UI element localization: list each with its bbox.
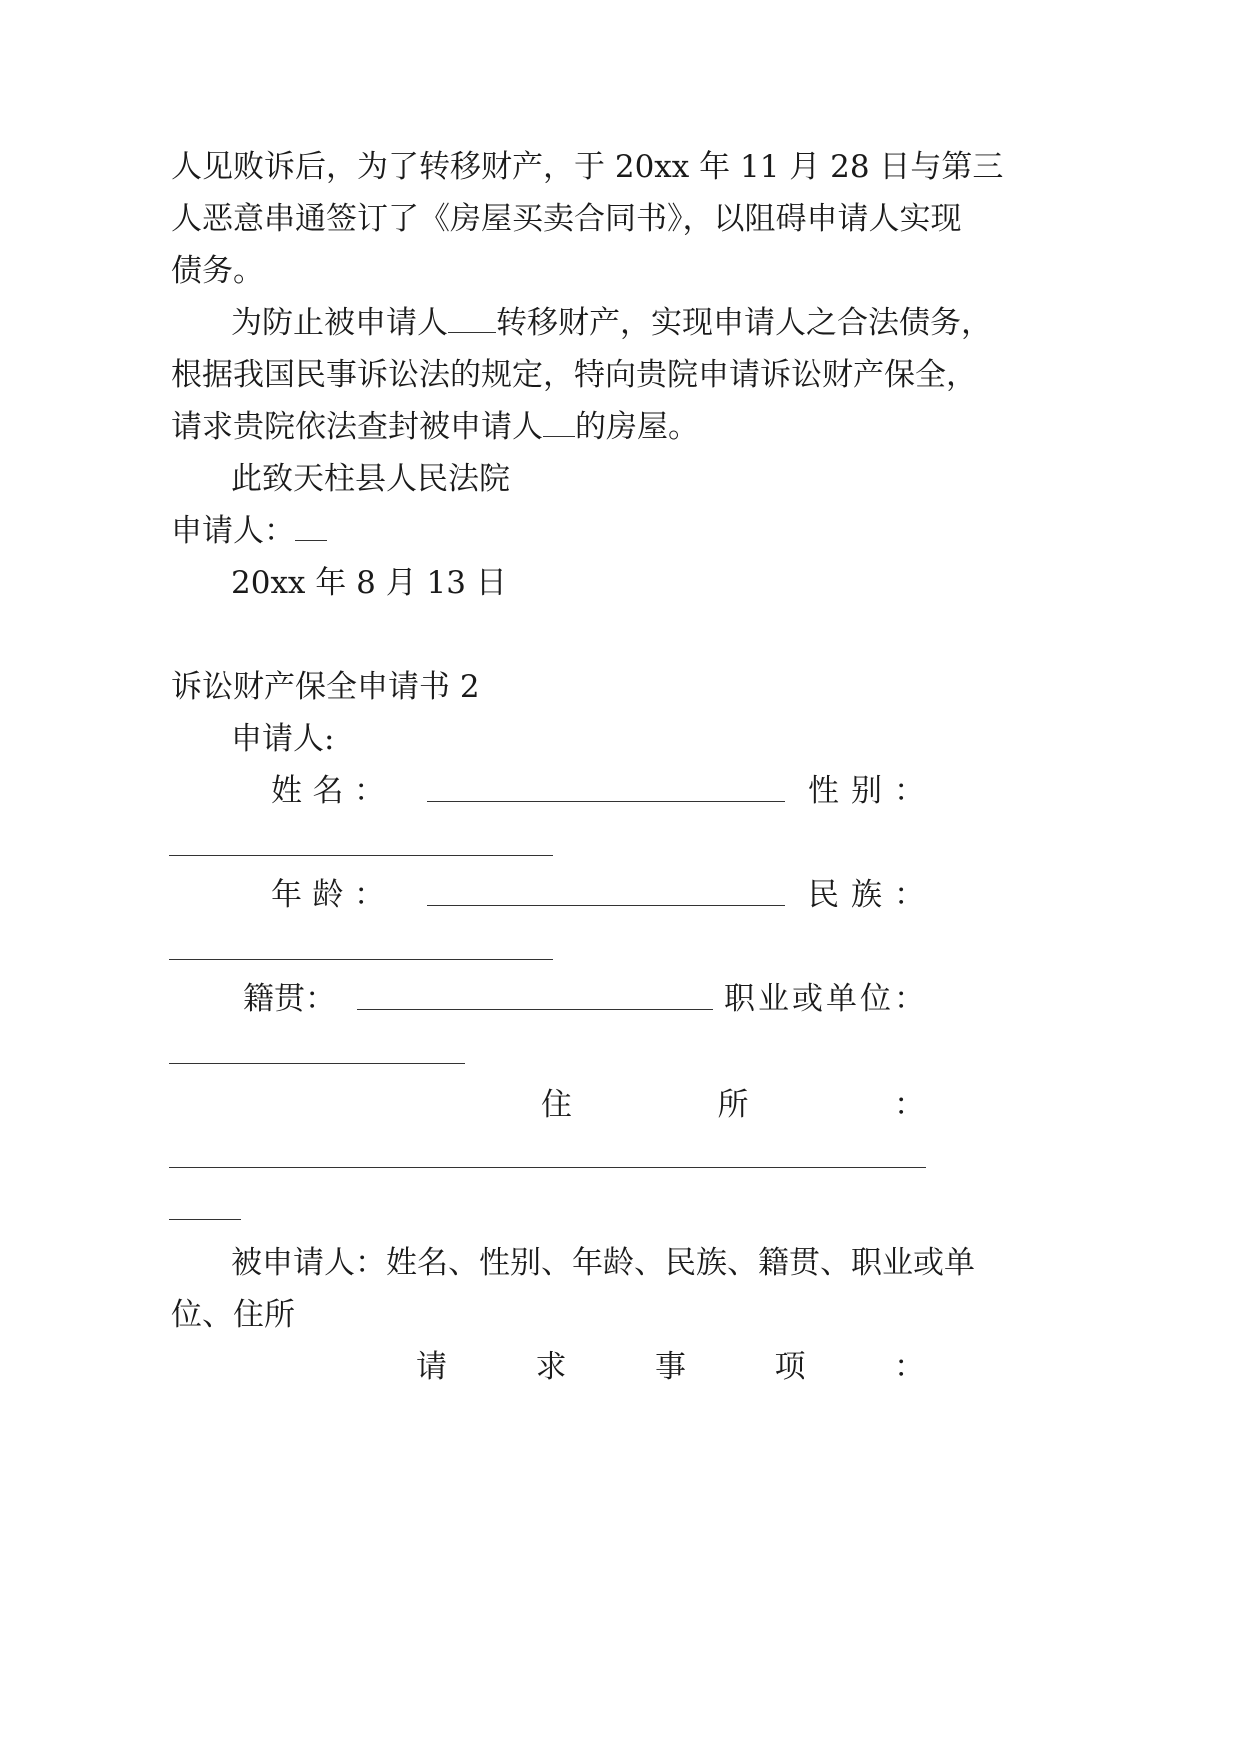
respondent-blank-2 [543,436,575,437]
name-blank [427,801,785,802]
para2-line1-a: 为防止被申请人 [231,305,448,341]
section2-title: 诉讼财产保全申请书 2 [171,669,480,705]
para1-line1: 人见败诉后，为了转移财产，于 20xx 年 11 月 28 日与第三 [171,149,1004,185]
applicant-signature [171,511,327,551]
respondent-line2: 位、住所 [171,1297,295,1333]
para1-line2: 人恶意串通签订了《房屋买卖合同书》，以阻碍申请人实现 [171,201,962,237]
applicant-signature-blank [295,540,327,541]
native-place-blank [357,1009,713,1010]
salutation: 此致天柱县人民法院 [231,461,510,497]
applicant-heading: 申请人: [231,721,335,757]
para2-line3-a: 请求贵院依法查封被申请人 [171,409,543,445]
gender-blank [169,855,553,856]
age-blank [427,905,785,906]
para2-line2: 根据我国民事诉讼法的规定，特向贵院申请诉讼财产保全， [171,357,977,393]
gender-label: 性 别 ： [808,773,925,809]
para2-line3-b: 的房屋。 [575,409,699,445]
para2-line1 [231,303,992,343]
address-blank-line1 [169,1167,926,1168]
ethnicity-blank [169,959,553,960]
claims-heading: 请 求 事 项 ： [416,1349,925,1385]
signature-date: 20xx 年 8 月 13 日 [231,565,507,601]
respondent-blank-1 [448,332,496,333]
native-place-label: 籍 贯 ： [243,981,336,1017]
name-label: 姓 名 ： [271,773,385,809]
address-label: 住 所 ： [541,1087,925,1123]
respondent-line1: 被申请人：姓名、性别、年龄、民族、籍贯、职业或单 [231,1245,975,1281]
occupation-blank [169,1063,465,1064]
para2-line3 [171,407,699,447]
occupation-label: 职 业 或 单 位 ： [724,981,925,1017]
para2-line1-b: 转移财产，实现申请人之合法债务， [496,305,992,341]
para1-line3: 债务。 [171,253,264,289]
age-label: 年 龄 ： [271,877,385,913]
applicant-signature-label: 申请人： [171,513,295,549]
address-blank-line2 [169,1219,241,1220]
ethnicity-label: 民 族 ： [808,877,925,913]
